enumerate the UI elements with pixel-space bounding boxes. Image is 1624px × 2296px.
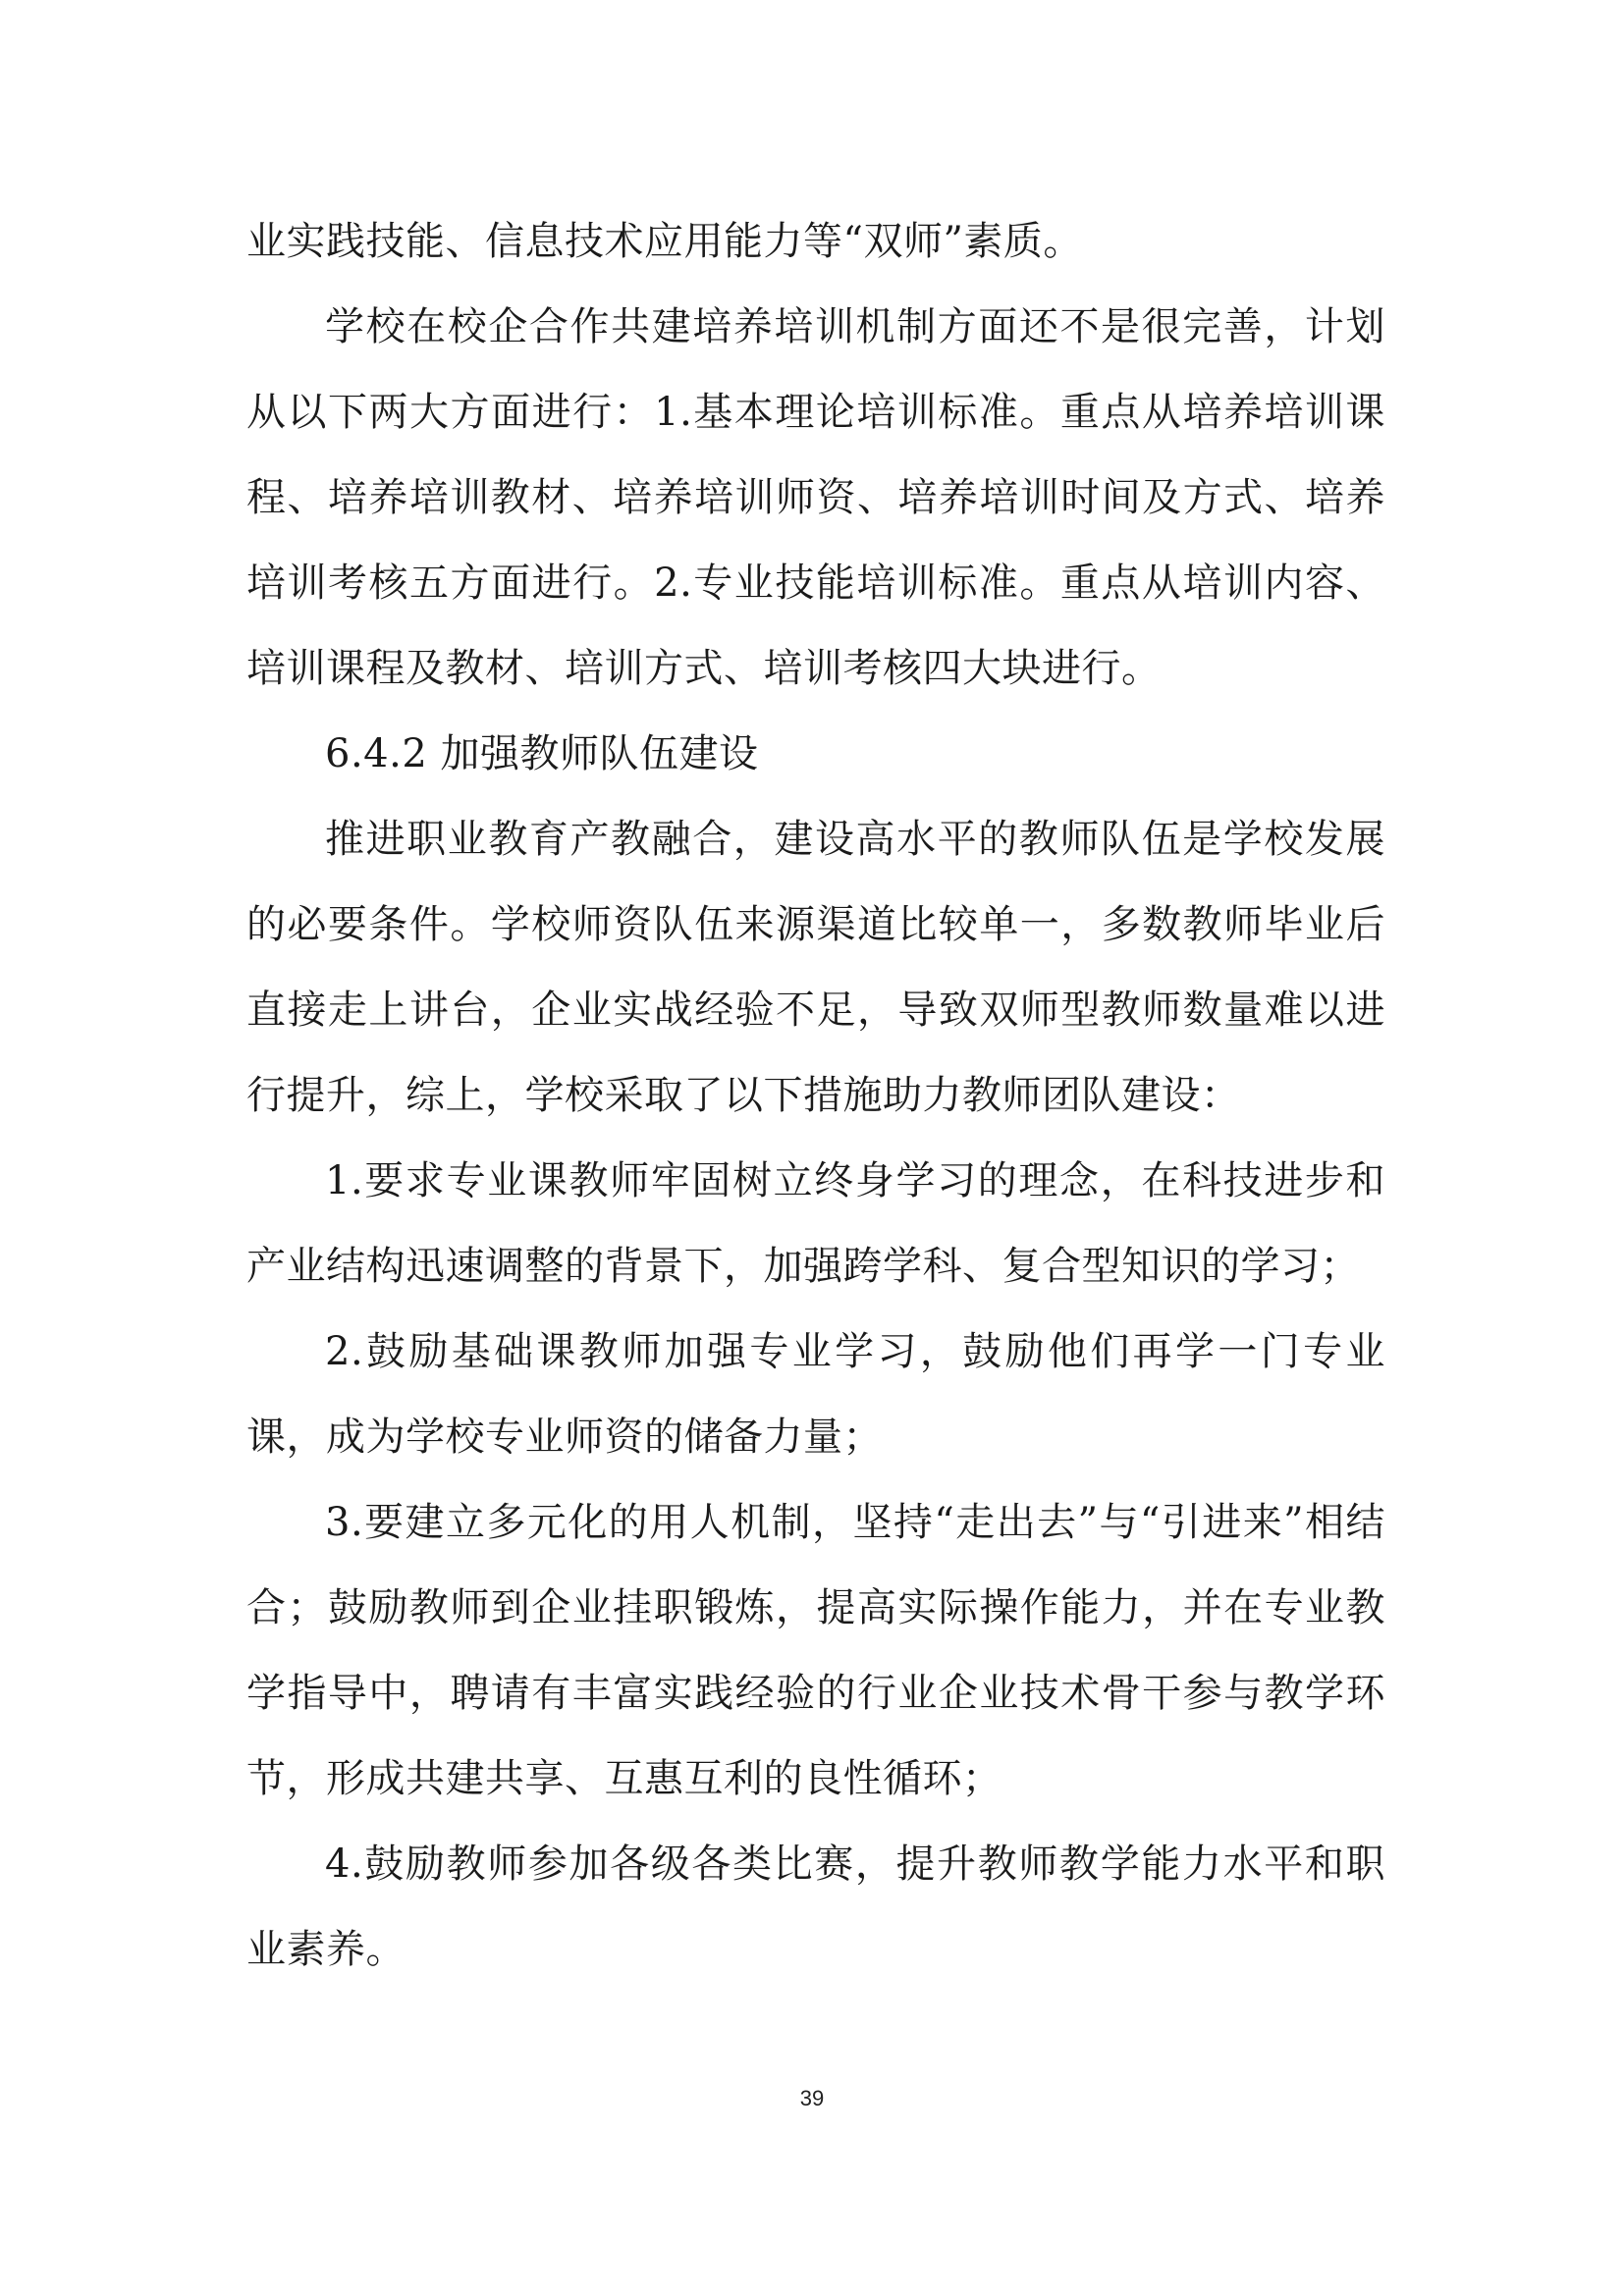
page-number: 39 bbox=[799, 2086, 825, 2110]
list-item-1: 1.要求专业课教师牢固树立终身学习的理念，在科技进步和产业结构迅速调整的背景下，加强跨学科、复合型知识的学习； bbox=[246, 1158, 1385, 1289]
list-item-2: 2.鼓励基础课教师加强专业学习，鼓励他们再学一门专业课，成为学校专业师资的储备力量； bbox=[246, 1329, 1385, 1460]
section-heading: 6.4.2 加强教师队伍建设 bbox=[325, 731, 759, 776]
paragraph-continued: 业实践技能、信息技术应用能力等“双师”素质。 bbox=[246, 219, 1083, 264]
list-item-3: 3.要建立多元化的用人机制，坚持“走出去”与“引进来”相结合；鼓励教师到企业挂职锻炼，提高实际操作能力，并在专业教学指导中，聘请有丰富实践经验的行业企业技术骨干参与教学环节，形成共建共享、互惠互利的良性循环； bbox=[246, 1500, 1385, 1801]
paragraph-teacher-team: 推进职业教育产教融合，建设高水平的教师队伍是学校发展的必要条件。学校师资队伍来源渠道比较单一，多数教师毕业后直接走上讲台，企业实战经验不足，导致双师型教师数量难以进行提升，综上，学校采取了以下措施助力教师团队建设： bbox=[246, 817, 1385, 1118]
paragraph-training-mechanism: 学校在校企合作共建培养培训机制方面还不是很完善，计划从以下两大方面进行：1.基本理论培训标准。重点从培养培训课程、培养培训教材、培养培训师资、培养培训时间及方式、培养培训考核五方面进行。2.专业技能培训标准。重点从培训内容、培训课程及教材、培训方式、培训考核四大块进行。 bbox=[246, 304, 1385, 691]
list-item-4: 4.鼓励教师参加各级各类比赛，提升教师教学能力水平和职业素养。 bbox=[246, 1842, 1385, 1972]
page-content bbox=[246, 199, 1385, 1993]
